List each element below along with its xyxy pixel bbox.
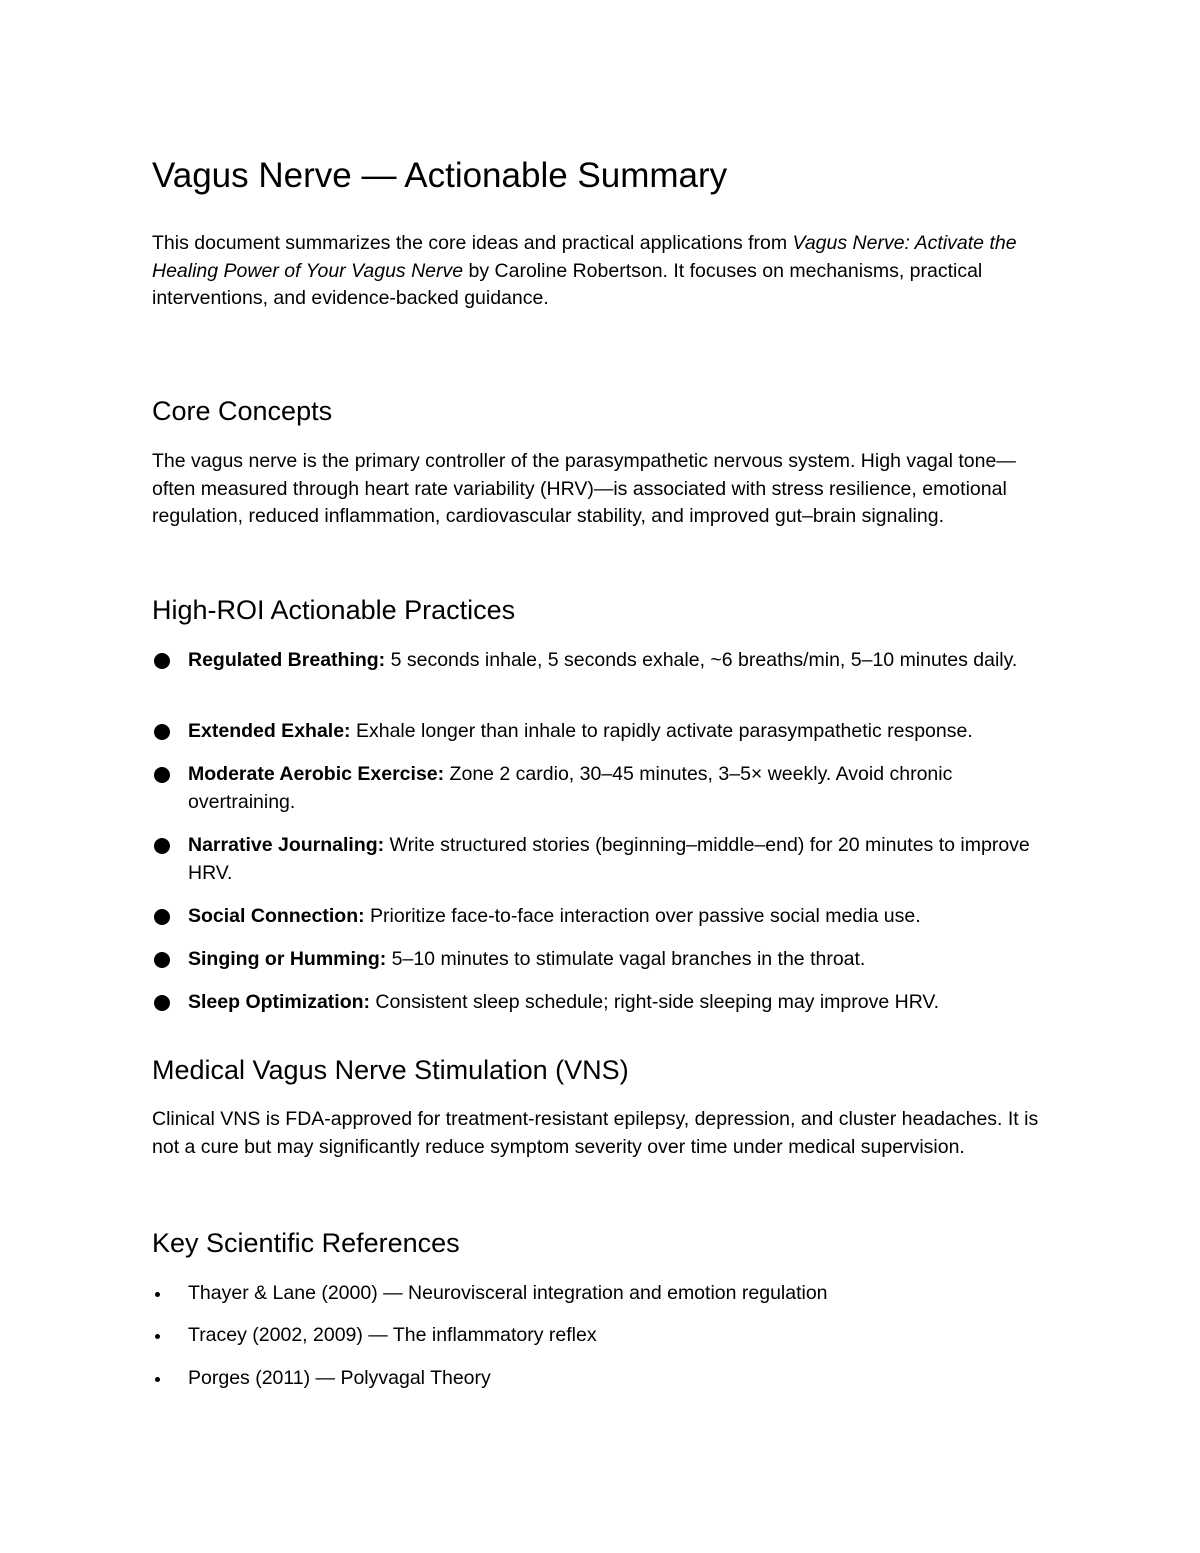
bullet-icon bbox=[155, 1377, 160, 1382]
practice-label: Moderate Aerobic Exercise: bbox=[188, 763, 445, 785]
reference-item bbox=[152, 1322, 1052, 1350]
bullet-icon bbox=[154, 838, 170, 854]
practice-item bbox=[152, 989, 1052, 1017]
bullet-icon bbox=[154, 909, 170, 925]
practice-item bbox=[152, 761, 1052, 816]
reference-item bbox=[152, 1365, 1052, 1393]
practice-label: Sleep Optimization: bbox=[188, 991, 371, 1013]
practice-text: Consistent sleep schedule; right-side sleeping may improve HRV. bbox=[370, 991, 940, 1013]
practices-heading: High-ROI Actionable Practices bbox=[152, 595, 516, 625]
bullet-icon bbox=[154, 995, 170, 1011]
reference-text: Thayer & Lane (2000) — Neurovisceral integration and emotion regulation bbox=[188, 1282, 828, 1304]
vns-heading: Medical Vagus Nerve Stimulation (VNS) bbox=[152, 1055, 629, 1085]
bullet-icon bbox=[154, 952, 170, 968]
intro-text-after: by Caroline Robertson. It focuses on mechanisms, practical interventions, and evidence-backed guidance. bbox=[152, 259, 983, 309]
practice-label: Extended Exhale: bbox=[188, 720, 351, 742]
bullet-icon bbox=[154, 653, 170, 669]
practice-text: Exhale longer than inhale to rapidly activate parasympathetic response. bbox=[350, 720, 973, 742]
intro-paragraph bbox=[152, 230, 1052, 313]
bullet-icon bbox=[155, 1292, 160, 1297]
practice-item bbox=[152, 832, 1052, 887]
document-title: Vagus Nerve — Actionable Summary bbox=[152, 156, 728, 195]
practice-text: 5 seconds inhale, 5 seconds exhale, ~6 breaths/min, 5–10 minutes daily. bbox=[385, 649, 1018, 671]
reference-text: Tracey (2002, 2009) — The inflammatory reflex bbox=[188, 1324, 597, 1346]
bullet-icon bbox=[154, 767, 170, 783]
practice-label: Regulated Breathing: bbox=[188, 649, 386, 671]
core-concepts-heading: Core Concepts bbox=[152, 396, 333, 426]
practice-label: Social Connection: bbox=[188, 905, 365, 927]
bullet-icon bbox=[154, 724, 170, 740]
intro-book-title: Vagus Nerve: Activate the Healing Power of Your Vagus Nerve bbox=[152, 232, 1017, 282]
reference-text: Porges (2011) — Polyvagal Theory bbox=[188, 1367, 491, 1389]
vns-paragraph: Clinical VNS is FDA-approved for treatment-resistant epilepsy, depression, and cluster headaches. It is not a cure but may significantly reduce symptom severity over time under medical supervision. bbox=[152, 1108, 1039, 1158]
references-heading: Key Scientific References bbox=[152, 1228, 460, 1258]
bullet-icon bbox=[155, 1334, 160, 1339]
core-concepts-paragraph: The vagus nerve is the primary controller of the parasympathetic nervous system. High vagal tone—often measured through heart rate variability (HRV)—is associated with stress resilience, emotional regulation, reduced inflammation, cardiovascular stability, and improved gut–brain signaling. bbox=[152, 450, 1016, 527]
practice-text: Prioritize face-to-face interaction over passive social media use. bbox=[364, 905, 921, 927]
practice-item bbox=[152, 903, 1052, 931]
practice-label: Singing or Humming: bbox=[188, 948, 387, 970]
practice-text: Write structured stories (beginning–middle–end) for 20 minutes to improve HRV. bbox=[188, 834, 1030, 884]
practice-item bbox=[152, 946, 1052, 974]
reference-item bbox=[152, 1280, 1052, 1308]
practice-item bbox=[152, 718, 1052, 746]
practice-label: Narrative Journaling: bbox=[188, 834, 385, 856]
practice-text: Zone 2 cardio, 30–45 minutes, 3–5× weekly. Avoid chronic overtraining. bbox=[188, 763, 953, 813]
intro-text-before: This document summarizes the core ideas and practical applications from bbox=[152, 232, 793, 254]
practice-item bbox=[152, 647, 1052, 675]
practice-text: 5–10 minutes to stimulate vagal branches in the throat. bbox=[386, 948, 866, 970]
